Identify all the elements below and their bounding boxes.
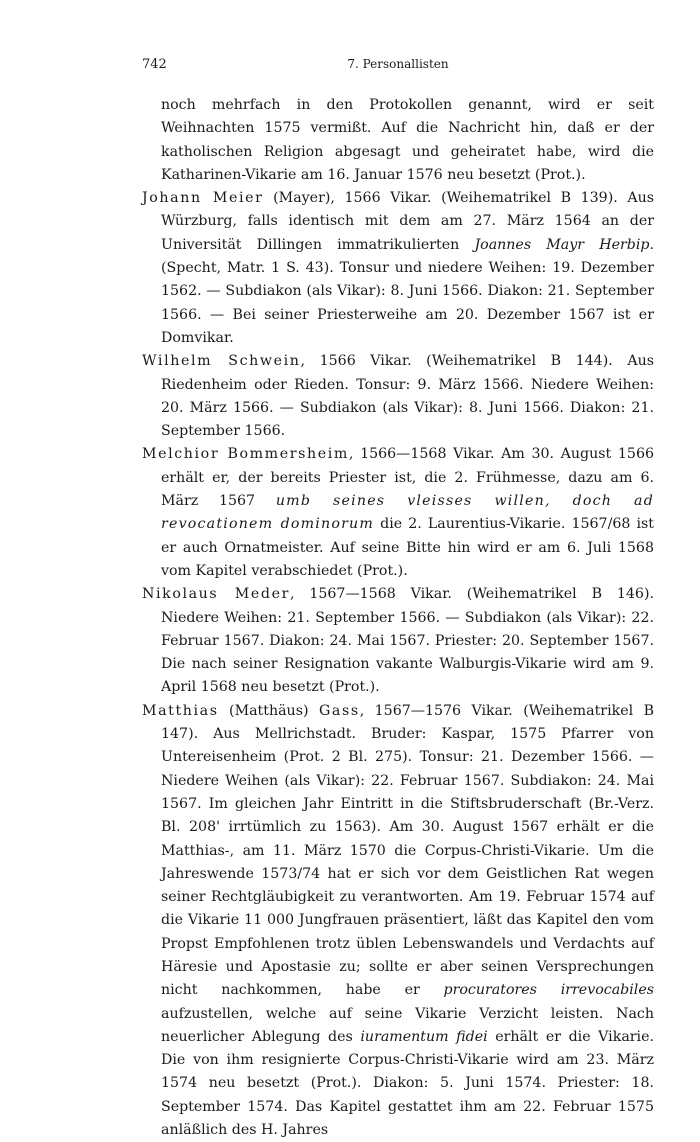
entry-text: (Specht, Matr. 1 S. 43). Tonsur und niedere Weihen: 19. Dezember 1562. — Subdiakon (als Vikar): 8. Juni 1566. Diakon: 21. September 1566. — Bei seiner Priesterweihe am 20. Dezember 1567 ist er Domvikar. bbox=[161, 260, 654, 346]
entry-italic: iuramentum fidei bbox=[360, 1028, 488, 1045]
entry-johann-meier bbox=[142, 187, 654, 350]
person-name: Nikolaus Meder bbox=[142, 586, 290, 603]
entry-italic: umb seines vleisses willen, doch ad revocationem dominorum bbox=[161, 493, 654, 533]
entry-text: , 1566 Vikar. (Weihematrikel B 144). Aus Riedenheim oder Rieden. Tonsur: 9. März 1566. Niedere Weihen: 20. März 1566. — Subdiakon (als Vikar): 8. Juni 1566. Diakon: 21. September 1566. bbox=[161, 353, 654, 440]
entry-text: , 1566—1568 Vikar. Am 30. August 1566 erhält er, der bereits Priester ist, die 2. Frühmesse, dazu am 6. März 1567 bbox=[161, 446, 654, 510]
entry-italic: procuratores irrevocabiles bbox=[443, 982, 654, 999]
entry-italic: Joannes Mayr Herbip. bbox=[474, 236, 655, 253]
paragraph-text: noch mehrfach in den Protokollen genannt, wird er seit Weihnachten 1575 vermißt. Auf die Nachricht hin, daß er der katholischen Religion abgesagt und geheiratet habe, wird die Katharinen-Vikarie am 16. Januar 1576 neu besetzt (Prot.). bbox=[161, 97, 654, 183]
continuation-paragraph bbox=[142, 94, 654, 187]
person-name: Johann Meier bbox=[142, 190, 264, 207]
person-name: Wilhelm Schwein bbox=[142, 353, 301, 370]
entry-text: die 2. Laurentius-Vikarie. 1567/68 ist er auch Ornatmeister. Auf seine Bitte hin wird er am 6. Juli 1568 vom Kapitel verabschiedet (Prot.). bbox=[161, 516, 654, 579]
entry-text: , 1567—1576 Vikar. (Weihematrikel B 147). Aus Mellrichstadt. Bruder: Kaspar, 1575 Pfarrer von Untereisenheim (Prot. 2 Bl. 275). Tonsur: 21. Dezember 1566. — Niedere Weihen (als Vikar): 22. Februar 1567. Subdiakon: 24. Mai 1567. Im gleichen Jahr Eintritt in die Stiftsbruderschaft (Br.-Verz. Bl. 208' irrtümlich zu 1563). Am 30. August 1567 erhält er die Matthias-, am 11. März 1570 die Corpus-Christi-Vikarie. Um die Jahreswende 1573/74 hat er sich vor dem Geistlichen Rat wegen seiner Rechtgläubigkeit zu verantworten. Am 19. Februar 1574 auf die Vikarie 11 000 Jungfrauen präsentiert, läßt das Kapitel den vom Propst Empfohlenen trotz üblen Lebenswandels und Verdachts auf Häresie und Apostasie zu; sollte er aber seinen Versprechungen nicht nachkommen, habe er bbox=[161, 702, 654, 999]
entry-text: aufzustellen, welche auf seine Vikarie Verzicht leisten. Nach neuerlicher Ablegung des bbox=[161, 1005, 654, 1045]
entry-wilhelm-schwein bbox=[142, 350, 654, 443]
page-number: 742 bbox=[142, 57, 167, 72]
body-text bbox=[142, 94, 654, 1142]
person-name: Melchior Bommersheim bbox=[142, 446, 349, 463]
entry-melchior-bommersheim bbox=[142, 443, 654, 583]
page-header bbox=[142, 57, 654, 77]
entry-matthias-gass bbox=[142, 700, 654, 1142]
entry-text: , 1567—1568 Vikar. (Weihematrikel B 146). Niedere Weihen: 21. September 1566. — Subdiakon (als Vikar): 22. Februar 1567. Diakon: 24. Mai 1567. Priester: 20. September 1567. Die nach seiner Resignation vakante Walburgis-Vikarie wird am 9. April 1568 neu besetzt (Prot.). bbox=[161, 586, 654, 696]
entry-text: (Matthäus) bbox=[218, 702, 319, 719]
entry-text: erhält er die Vikarie. Die von ihm resignierte Corpus-Christi-Vikarie wird am 23. März 1574 neu besetzt (Prot.). Diakon: 5. Juni 1574. Priester: 18. September 1574. Das Kapitel gestattet ihm am 22. Februar 1575 anläßlich des H. Jahres bbox=[161, 1028, 654, 1139]
entry-nikolaus-meder bbox=[142, 583, 654, 699]
entry-text: (Mayer), 1566 Vikar. (Weihematrikel B 139). Aus Würzburg, falls identisch mit dem am 27. März 1564 an der Universität Dillingen immatrikulierten bbox=[161, 190, 655, 253]
running-title: 7. Personallisten bbox=[347, 57, 449, 71]
person-surname: Gass bbox=[318, 702, 360, 719]
person-name: Matthias bbox=[142, 702, 219, 719]
